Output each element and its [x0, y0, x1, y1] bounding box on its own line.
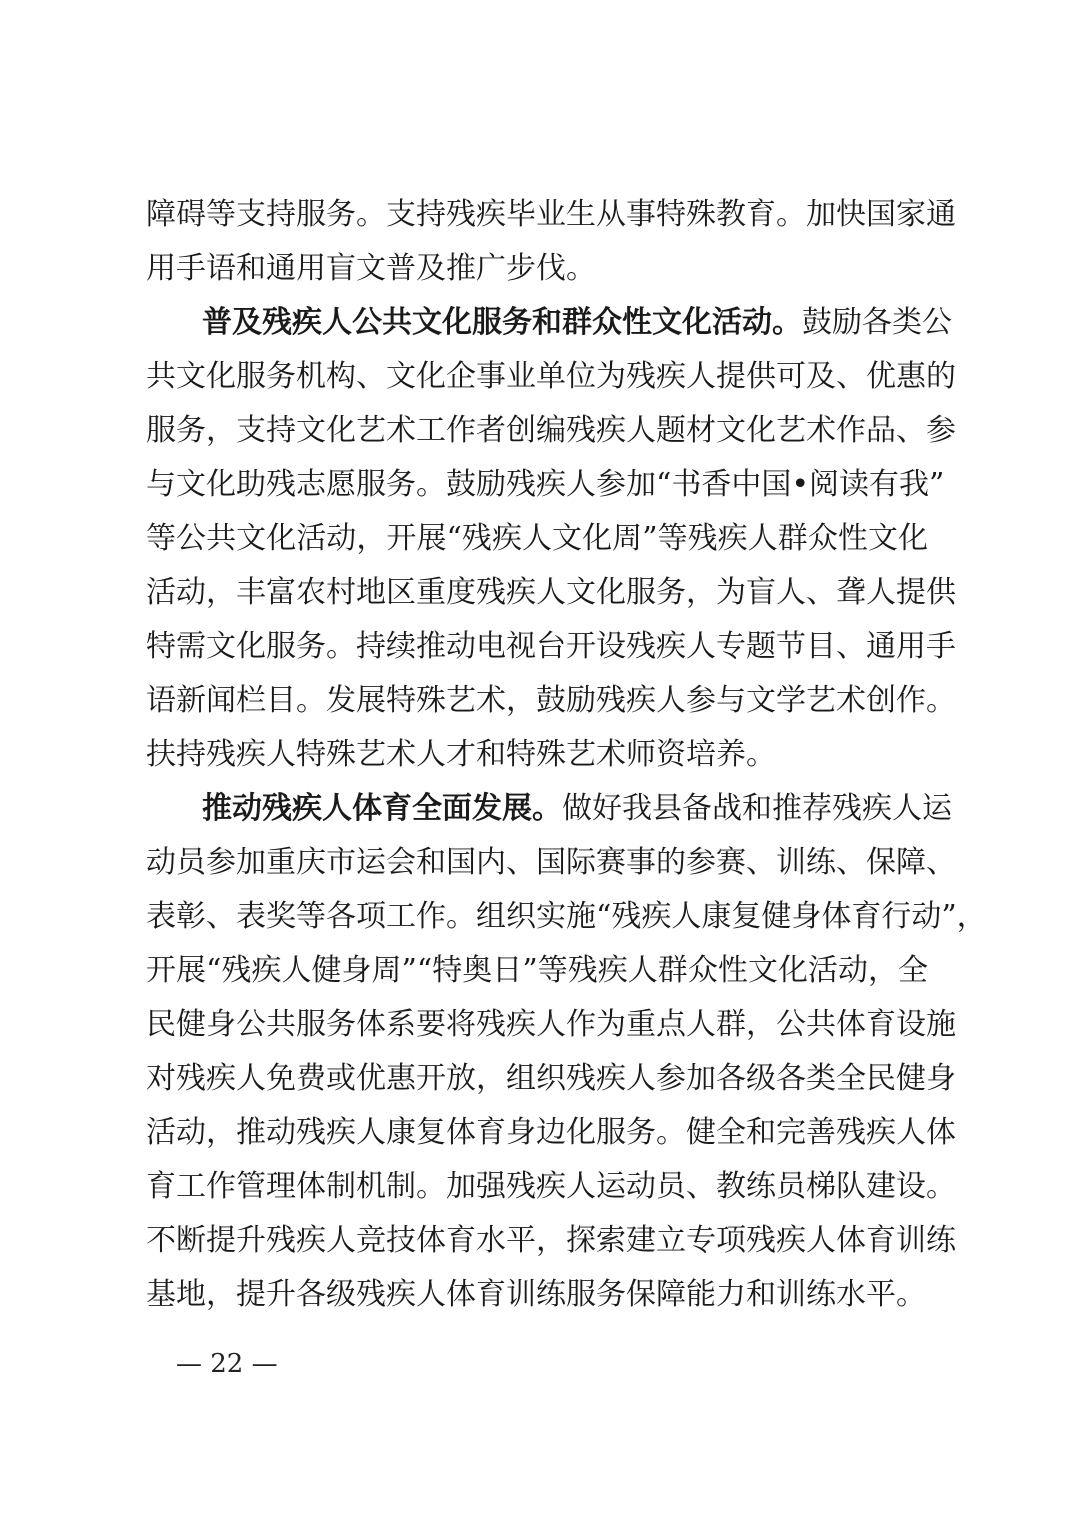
text-line: 用手语和通用盲文普及推广步伐。 [146, 251, 596, 286]
paragraph-1 [146, 188, 956, 296]
text-line: 育工作管理体制机制。加强残疾人运动员、教练员梯队建设。 [146, 1169, 956, 1204]
text-line: 表彰、表奖等各项工作。组织实施“残疾人康复健身体育行动”， [146, 899, 987, 934]
body-text [146, 188, 987, 1322]
text-line [146, 296, 952, 350]
text-line: 活动，推动残疾人康复体育身边化服务。健全和完善残疾人体 [146, 1115, 956, 1150]
text-line: 开展“残疾人健身周”“特奥日”等残疾人群众性文化活动，全 [146, 953, 928, 988]
page-number: — 22 — [176, 1349, 278, 1379]
text-line: 服务，支持文化艺术工作者创编残疾人题材文化艺术作品、参 [146, 413, 956, 448]
paragraph-sports [146, 782, 987, 1322]
text-line: 特需文化服务。持续推动电视台开设残疾人专题节目、通用手 [146, 629, 956, 664]
text-line: 扶持残疾人特殊艺术人才和特殊艺术师资培养。 [146, 737, 776, 772]
text-line: 基地，提升各级残疾人体育训练服务保障能力和训练水平。 [146, 1277, 926, 1312]
text-line: 对残疾人免费或优惠开放，组织残疾人参加各级各类全民健身 [146, 1061, 956, 1096]
paragraph-heading: 推动残疾人体育全面发展。 [202, 791, 562, 826]
text-line: 与文化助残志愿服务。鼓励残疾人参加“书香中国•阅读有我” [146, 467, 945, 502]
text-run: 鼓励各类公 [802, 305, 952, 340]
text-line: 不断提升残疾人竞技体育水平，探索建立专项残疾人体育训练 [146, 1223, 956, 1258]
text-line: 语新闻栏目。发展特殊艺术，鼓励残疾人参与文学艺术创作。 [146, 683, 956, 718]
text-line: 活动，丰富农村地区重度残疾人文化服务，为盲人、聋人提供 [146, 575, 956, 610]
text-line: 民健身公共服务体系要将残疾人作为重点人群，公共体育设施 [146, 1007, 956, 1042]
paragraph-culture [146, 296, 956, 782]
text-line [146, 782, 952, 836]
text-line: 共文化服务机构、文化企事业单位为残疾人提供可及、优惠的 [146, 359, 956, 394]
text-line: 等公共文化活动，开展“残疾人文化周”等残疾人群众性文化 [146, 521, 928, 556]
text-line: 障碍等支持服务。支持残疾毕业生从事特殊教育。加快国家通 [146, 197, 956, 232]
paragraph-heading: 普及残疾人公共文化服务和群众性文化活动。 [202, 305, 802, 340]
text-line: 动员参加重庆市运会和国内、国际赛事的参赛、训练、保障、 [146, 845, 956, 880]
text-run: 做好我县备战和推荐残疾人运 [562, 791, 952, 826]
